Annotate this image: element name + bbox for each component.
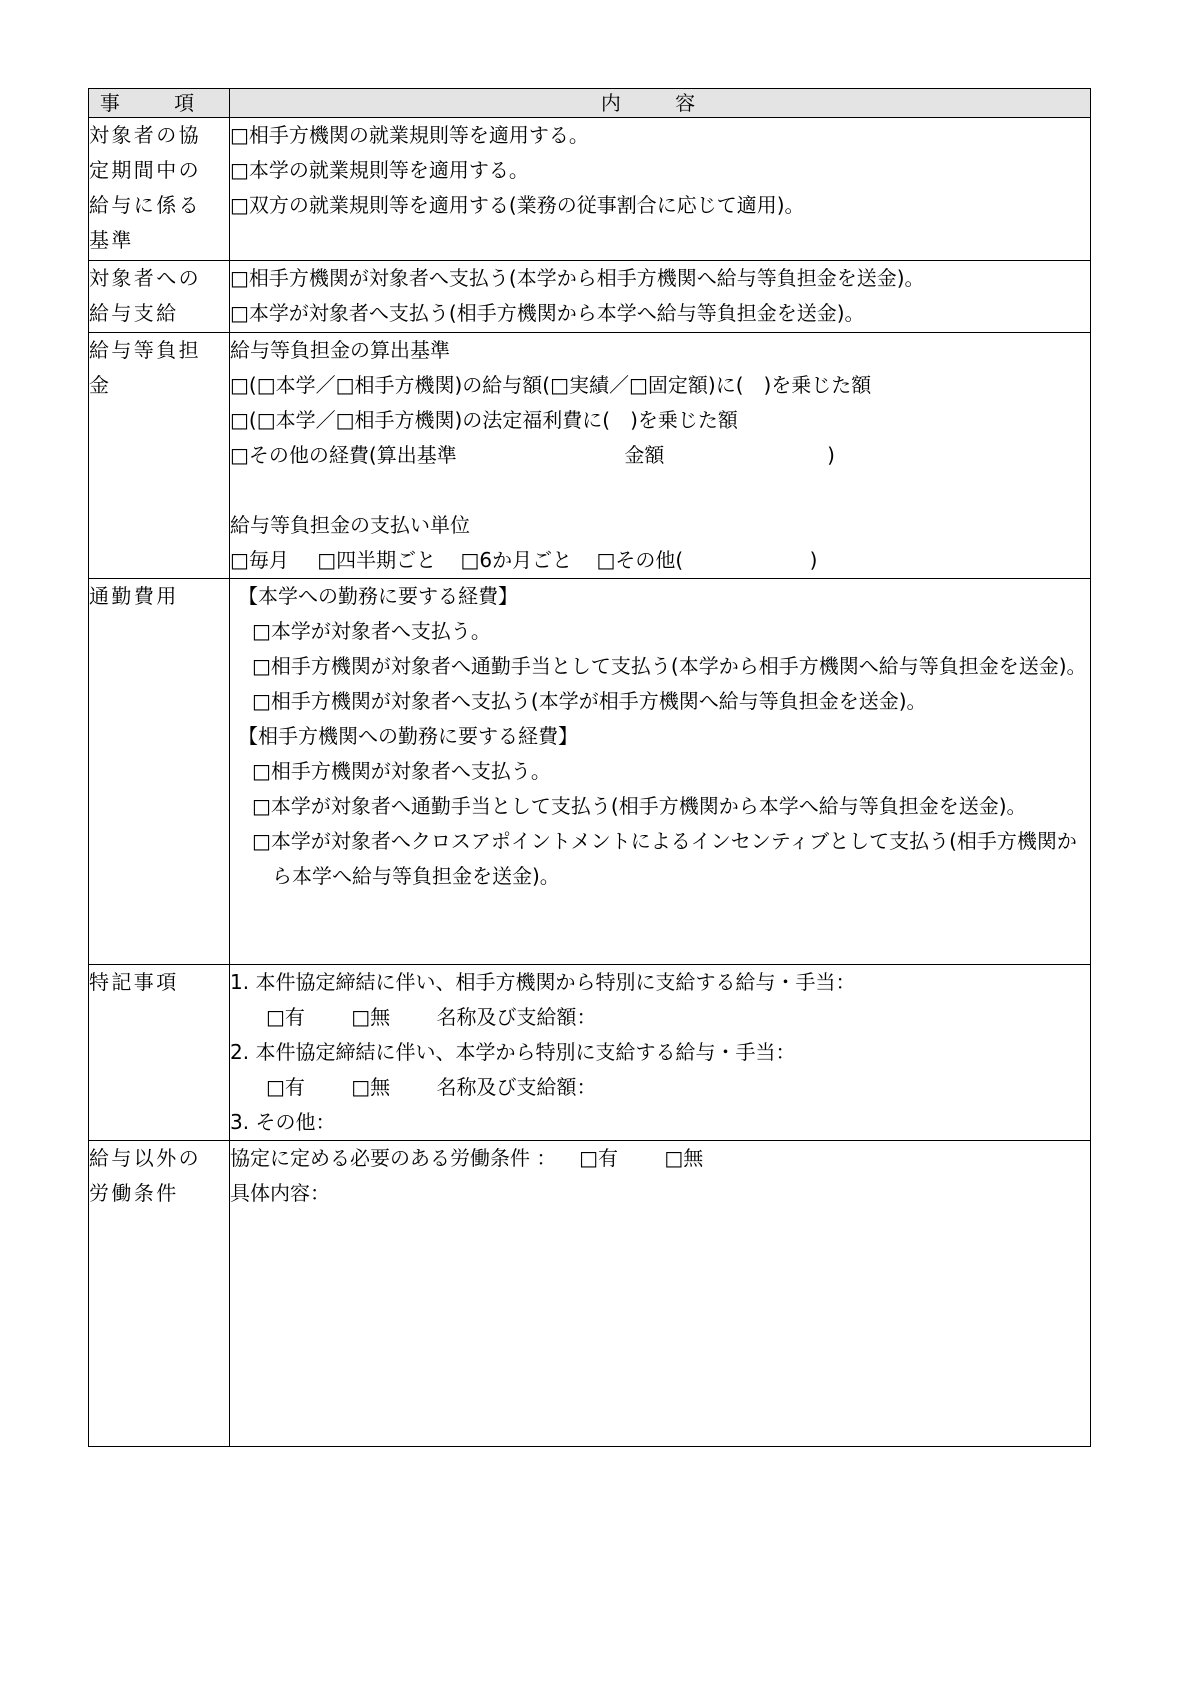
content-other-conditions	[230, 1141, 1091, 1447]
option-salary-rate[interactable]: □(□本学／□相手方機関)の給与額(□実績／□固定額)に( )を乗じた額	[230, 373, 872, 397]
option-half-year[interactable]: □6か月ごと	[460, 548, 573, 572]
option-other-expense[interactable]: □その他の経費(算出基準 金額 )	[230, 443, 835, 467]
burden-unit-options: □毎月 □四半期ごと □6か月ごと □その他( )	[230, 548, 818, 572]
option-other-unit[interactable]: □その他(	[596, 548, 684, 572]
option-commute2-univ-incentive[interactable]: □本学が対象者へクロスアポイントメントによるインセンティブとして支払う(相手方機関から本学へ給与等負担金を送金)。	[252, 829, 1077, 888]
other-conditions-detail: 具体内容：	[230, 1181, 330, 1205]
option-other-yes[interactable]: □有	[579, 1146, 618, 1170]
row-salary-payment	[89, 261, 1091, 333]
row-salary-criteria	[89, 118, 1091, 261]
burden-unit-title: 給与等負担金の支払い単位	[230, 513, 470, 537]
commute-partner-heading: 【相手方機関への勤務に要する経費】	[238, 724, 578, 748]
content-salary-payment	[230, 261, 1091, 333]
row-special	[89, 965, 1091, 1141]
special2-name-amount: 名称及び支給額：	[436, 1075, 597, 1099]
option-special2-no[interactable]: □無	[351, 1075, 391, 1099]
label-salary-payment: 対象者への 給与支給	[89, 261, 230, 333]
special1-name-amount: 名称及び支給額：	[436, 1005, 597, 1029]
option-univ-rules[interactable]: □本学の就業規則等を適用する。	[230, 158, 529, 182]
special-item-1-options	[230, 1000, 1090, 1035]
special-item-2: 2. 本件協定締結に伴い、本学から特別に支給する給与・手当：	[230, 1040, 796, 1064]
special-item-2-options	[230, 1070, 1090, 1105]
option-partner-rules[interactable]: □相手方機関の就業規則等を適用する。	[230, 123, 589, 147]
label-salary-criteria: 対象者の協 定期間中の 給与に係る 基準	[89, 118, 230, 261]
option-commute2-univ-allowance[interactable]: □本学が対象者へ通勤手当として支払う(相手方機関から本学へ給与等負担金を送金)。	[252, 794, 1027, 818]
content-special	[230, 965, 1091, 1141]
label-special: 特記事項	[89, 965, 230, 1141]
header-row	[89, 89, 1091, 118]
option-quarterly[interactable]: □四半期ごと	[317, 548, 437, 572]
option-monthly[interactable]: □毎月	[230, 548, 289, 572]
option-commute-partner-allowance[interactable]: □相手方機関が対象者へ通勤手当として支払う(本学から相手方機関へ給与等負担金を送金)。	[252, 654, 1087, 678]
option-commute-univ-pays[interactable]: □本学が対象者へ支払う。	[252, 619, 491, 643]
special-item-1: 1. 本件協定締結に伴い、相手方機関から特別に支給する給与・手当：	[230, 970, 856, 994]
option-other-no[interactable]: □無	[664, 1146, 704, 1170]
commute-univ-heading: 【本学への勤務に要する経費】	[238, 584, 518, 608]
other-conditions-question: 協定に定める必要のある労働条件 ： □有 □無	[230, 1146, 704, 1170]
special-item-3: 3. その他：	[230, 1110, 336, 1134]
row-burden	[89, 333, 1091, 579]
content-burden	[230, 333, 1091, 579]
option-special1-yes[interactable]: □有	[266, 1005, 305, 1029]
content-salary-criteria	[230, 118, 1091, 261]
agreement-form-table	[88, 88, 1091, 1447]
option-partner-pays[interactable]: □相手方機関が対象者へ支払う(本学から相手方機関へ給与等負担金を送金)。	[230, 266, 925, 290]
row-commute	[89, 579, 1091, 965]
label-burden: 給与等負担 金	[89, 333, 230, 579]
burden-calc-title: 給与等負担金の算出基準	[230, 338, 450, 362]
header-content: 内 容	[230, 89, 1091, 118]
row-other-conditions	[89, 1141, 1091, 1447]
option-special2-yes[interactable]: □有	[266, 1075, 305, 1099]
content-commute	[230, 579, 1091, 965]
label-commute: 通勤費用	[89, 579, 230, 965]
option-both-rules[interactable]: □双方の就業規則等を適用する(業務の従事割合に応じて適用)。	[230, 193, 805, 217]
option-commute2-partner-pays[interactable]: □相手方機関が対象者へ支払う。	[252, 759, 551, 783]
header-item: 事 項	[89, 89, 230, 118]
label-other-conditions: 給与以外の 労働条件	[89, 1141, 230, 1447]
option-commute-partner-pays[interactable]: □相手方機関が対象者へ支払う(本学が相手方機関へ給与等負担金を送金)。	[252, 689, 927, 713]
option-special1-no[interactable]: □無	[351, 1005, 391, 1029]
option-welfare-rate[interactable]: □(□本学／□相手方機関)の法定福利費に( )を乗じた額	[230, 408, 738, 432]
option-univ-pays[interactable]: □本学が対象者へ支払う(相手方機関から本学へ給与等負担金を送金)。	[230, 301, 865, 325]
